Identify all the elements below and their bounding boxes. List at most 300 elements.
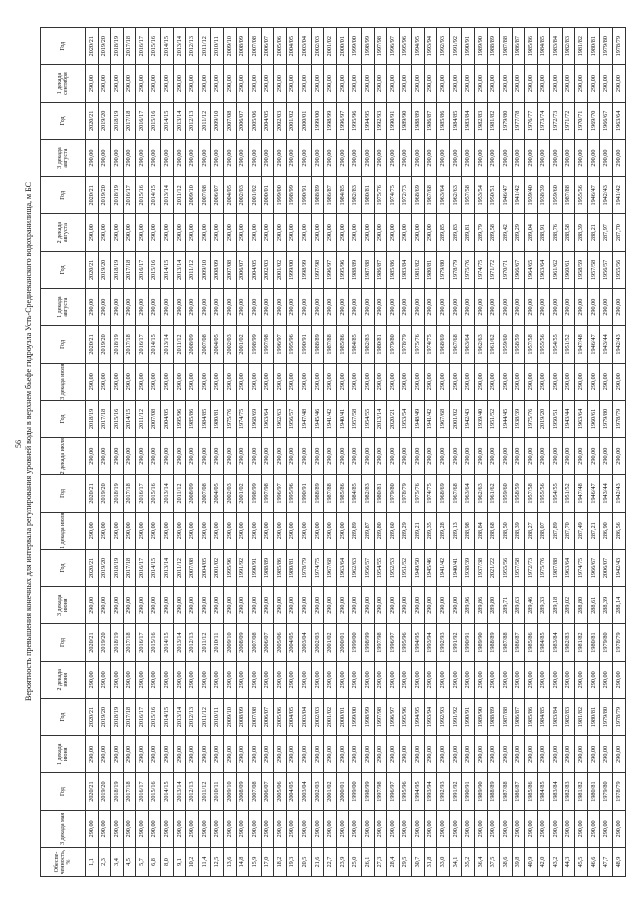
table-cell: 290,00 — [399, 65, 412, 102]
table-cell: 1955/56 — [500, 549, 513, 586]
page-number: 56 — [14, 440, 23, 448]
table-cell: 1963/64 — [537, 251, 550, 288]
table-cell: 1960/61 — [587, 400, 600, 437]
table-cell: 2001/02 — [236, 326, 249, 363]
table-cell: 1999/00 — [286, 251, 299, 288]
table-cell: 2011/12 — [198, 773, 211, 810]
table-cell: 290,00 — [362, 661, 375, 698]
table-cell: 290,00 — [198, 512, 211, 549]
table-cell: 1996/97 — [324, 251, 337, 288]
table-cell: 1962/63 — [449, 177, 462, 214]
table-cell: 1990/91 — [462, 28, 475, 65]
table-row — [311, 28, 324, 877]
table-cell: 290,00 — [111, 587, 124, 624]
table-cell: 1990/91 — [462, 624, 475, 661]
table-row — [587, 28, 600, 877]
table-cell: 290,00 — [412, 661, 425, 698]
table-cell: 290,00 — [474, 65, 487, 102]
table-cell: 290,00 — [537, 438, 550, 475]
table-cell: 1949/50 — [412, 549, 425, 586]
table-cell: 290,00 — [236, 363, 249, 400]
table-cell: 1996/97 — [274, 475, 287, 512]
table-cell: 14,8 — [236, 848, 249, 877]
table-cell: 1984/85 — [449, 102, 462, 139]
table-cell: 2017/18 — [123, 326, 136, 363]
table-cell: 2005/06 — [274, 28, 287, 65]
table-cell: 1978/79 — [399, 475, 412, 512]
column-header: Год — [41, 400, 86, 437]
table-cell: 2,3 — [98, 848, 111, 877]
table-row — [211, 28, 224, 877]
table-cell: 290,00 — [512, 65, 525, 102]
table-cell: 1961/62 — [550, 251, 563, 288]
table-cell: 290,00 — [550, 363, 563, 400]
table-cell: 290,00 — [487, 810, 500, 847]
table-cell: 290,00 — [299, 587, 312, 624]
table-cell: 2000/01 — [336, 624, 349, 661]
table-cell: 2013/14 — [173, 773, 186, 810]
table-cell: 290,00 — [311, 65, 324, 102]
table-cell: 2006/07 — [236, 102, 249, 139]
table-cell: 290,00 — [449, 736, 462, 773]
table-cell: 289,89 — [349, 512, 362, 549]
table-cell: 1986/87 — [424, 102, 437, 139]
table-cell: 1990/91 — [299, 177, 312, 214]
table-cell: 2005/06 — [274, 624, 287, 661]
table-cell: 290,00 — [198, 661, 211, 698]
table-cell: 2015/16 — [111, 400, 124, 437]
table-cell: 290,00 — [211, 289, 224, 326]
table-cell: 290,00 — [236, 214, 249, 251]
table-cell: 290,00 — [612, 289, 625, 326]
table-cell: 290,00 — [474, 139, 487, 176]
table-cell: 290,00 — [311, 363, 324, 400]
table-cell: 1979/80 — [600, 773, 613, 810]
table-cell: 290,00 — [362, 438, 375, 475]
table-cell: 1988/89 — [311, 177, 324, 214]
table-cell: 1998/99 — [362, 624, 375, 661]
table-cell: 290,00 — [336, 810, 349, 847]
table-cell: 2015/16 — [148, 28, 161, 65]
table-cell: 290,00 — [525, 810, 538, 847]
table-cell: 290,00 — [224, 363, 237, 400]
table-cell: 1986/87 — [512, 773, 525, 810]
table-cell: 289,81 — [462, 214, 475, 251]
table-cell: 1947/48 — [575, 326, 588, 363]
table-cell: 290,00 — [412, 438, 425, 475]
column-header: 2 декада июля — [41, 438, 86, 475]
table-cell: 1981/82 — [575, 624, 588, 661]
table-cell: 2014/15 — [161, 28, 174, 65]
table-cell: 290,00 — [111, 512, 124, 549]
table-cell: 290,00 — [600, 65, 613, 102]
table-row — [349, 28, 362, 877]
table-row — [424, 28, 437, 877]
table-cell: 2001/02 — [324, 773, 337, 810]
table-cell: 2009/10 — [224, 698, 237, 735]
table-cell: 1974/75 — [311, 549, 324, 586]
table-cell: 290,00 — [161, 736, 174, 773]
table-row — [111, 28, 124, 877]
table-cell: 290,00 — [173, 214, 186, 251]
table-cell: 1967/68 — [437, 400, 450, 437]
table-cell: 1962/63 — [349, 549, 362, 586]
table-cell: 290,00 — [249, 214, 262, 251]
table-cell: 290,00 — [575, 438, 588, 475]
table-cell: 1957/58 — [587, 251, 600, 288]
table-cell: 1985/86 — [525, 28, 538, 65]
table-cell: 287,70 — [612, 214, 625, 251]
table-cell: 1994/95 — [412, 624, 425, 661]
table-cell: 290,00 — [299, 512, 312, 549]
table-cell: 1979/80 — [600, 624, 613, 661]
table-cell: 290,00 — [261, 587, 274, 624]
table-cell: 26,1 — [362, 848, 375, 877]
table-cell: 1987/88 — [324, 326, 337, 363]
table-cell: 290,00 — [324, 438, 337, 475]
table-cell: 2002/03 — [274, 102, 287, 139]
table-cell: 2016/17 — [136, 326, 149, 363]
table-cell: 1987/88 — [324, 475, 337, 512]
table-cell: 2010/11 — [211, 624, 224, 661]
table-cell: 1982/83 — [474, 102, 487, 139]
table-cell: 290,00 — [349, 214, 362, 251]
table-cell: 1943/44 — [600, 475, 613, 512]
table-cell: 1946/47 — [587, 475, 600, 512]
table-cell: 290,00 — [462, 139, 475, 176]
table-cell: 1962/63 — [474, 326, 487, 363]
table-body — [86, 28, 626, 877]
table-cell: 290,00 — [186, 512, 199, 549]
table-cell: 288,14 — [612, 587, 625, 624]
table-cell: 290,00 — [186, 810, 199, 847]
table-cell: 1977/78 — [512, 102, 525, 139]
table-cell: 2001/02 — [449, 400, 462, 437]
table-cell: 290,00 — [612, 139, 625, 176]
table-cell: 290,00 — [311, 289, 324, 326]
table-cell: 1946/47 — [587, 326, 600, 363]
table-cell: 289,33 — [537, 587, 550, 624]
table-cell: 1995/96 — [399, 624, 412, 661]
table-cell: 290,00 — [148, 289, 161, 326]
table-cell: 2007/08 — [198, 475, 211, 512]
table-cell: 2018/19 — [111, 475, 124, 512]
table-cell: 1998/99 — [286, 177, 299, 214]
table-cell: 290,00 — [173, 139, 186, 176]
table-cell: 290,00 — [224, 438, 237, 475]
table-cell: 290,00 — [324, 810, 337, 847]
table-cell: 1970/71 — [575, 102, 588, 139]
table-cell: 290,00 — [211, 363, 224, 400]
table-cell: 290,00 — [136, 512, 149, 549]
table-cell: 2003/04 — [299, 698, 312, 735]
table-cell: 1994/95 — [412, 28, 425, 65]
table-cell: 2010/11 — [211, 28, 224, 65]
table-cell: 290,00 — [161, 587, 174, 624]
table-cell: 2017/18 — [98, 400, 111, 437]
table-row — [362, 28, 375, 877]
table-cell: 1963/64 — [437, 177, 450, 214]
table-cell: 290,00 — [86, 139, 99, 176]
table-cell: 19,3 — [286, 848, 299, 877]
table-cell: 290,00 — [111, 810, 124, 847]
table-cell: 290,00 — [161, 214, 174, 251]
table-cell: 2013/14 — [173, 624, 186, 661]
table-cell: 290,00 — [161, 65, 174, 102]
table-cell: 1976/77 — [525, 102, 538, 139]
table-cell: 290,00 — [261, 512, 274, 549]
table-cell: 2007/08 — [224, 102, 237, 139]
table-cell: 290,00 — [324, 661, 337, 698]
table-cell: 5,7 — [136, 848, 149, 877]
table-cell: 290,00 — [487, 736, 500, 773]
table-cell: 290,00 — [575, 289, 588, 326]
table-cell: 2014/15 — [148, 326, 161, 363]
table-cell: 2011/12 — [173, 326, 186, 363]
table-cell: 12,5 — [211, 848, 224, 877]
table-cell: 38,6 — [500, 848, 513, 877]
table-cell: 290,00 — [324, 363, 337, 400]
table-cell: 289,02 — [562, 587, 575, 624]
table-cell: 2009/10 — [224, 28, 237, 65]
table-cell: 1948/49 — [412, 400, 425, 437]
table-cell: 1970/71 — [500, 251, 513, 288]
table-cell: 290,00 — [274, 289, 287, 326]
table-cell: 1987/88 — [550, 549, 563, 586]
table-cell: 290,00 — [500, 810, 513, 847]
table-cell: 290,00 — [362, 289, 375, 326]
table-cell: 1963/64 — [462, 326, 475, 363]
table-cell: 1981/82 — [487, 102, 500, 139]
table-cell: 1954/55 — [550, 475, 563, 512]
table-cell: 287,89 — [550, 512, 563, 549]
table-cell: 290,00 — [387, 587, 400, 624]
table-cell: 289,96 — [462, 587, 475, 624]
table-cell: 290,00 — [249, 438, 262, 475]
table-cell: 290,00 — [412, 65, 425, 102]
table-cell: 290,00 — [399, 214, 412, 251]
table-cell: 1994/95 — [412, 698, 425, 735]
table-cell: 290,00 — [437, 587, 450, 624]
table-cell: 290,00 — [362, 65, 375, 102]
table-cell: 1994/95 — [362, 102, 375, 139]
table-cell: 286,90 — [600, 512, 613, 549]
table-cell: 2004/05 — [249, 251, 262, 288]
table-cell: 290,00 — [198, 438, 211, 475]
table-cell: 290,00 — [449, 438, 462, 475]
table-cell: 290,00 — [500, 139, 513, 176]
table-cell: 1975/76 — [412, 326, 425, 363]
table-cell: 2017/18 — [123, 624, 136, 661]
table-cell: 290,00 — [374, 289, 387, 326]
table-cell: 290,00 — [261, 363, 274, 400]
table-cell: 290,00 — [487, 661, 500, 698]
table-cell: 2011/12 — [198, 28, 211, 65]
table-cell: 290,00 — [525, 65, 538, 102]
table-cell: 290,00 — [148, 139, 161, 176]
table-cell: 290,00 — [274, 810, 287, 847]
table-cell: 1987/88 — [500, 624, 513, 661]
table-cell: 35,2 — [462, 848, 475, 877]
table-cell: 2014/15 — [161, 773, 174, 810]
table-cell: 1974/75 — [424, 475, 437, 512]
table-cell: 2017/18 — [123, 251, 136, 288]
table-cell: 2008/09 — [236, 624, 249, 661]
table-cell: 290,00 — [550, 736, 563, 773]
table-cell: 290,00 — [336, 736, 349, 773]
table-cell: 1987/88 — [562, 177, 575, 214]
table-cell: 290,00 — [98, 736, 111, 773]
table-cell: 290,00 — [474, 363, 487, 400]
table-cell: 290,00 — [148, 661, 161, 698]
table-cell: 1985/86 — [525, 624, 538, 661]
table-cell: 290,00 — [249, 363, 262, 400]
column-header: 1 декада августа — [41, 289, 86, 326]
table-cell: 290,00 — [362, 587, 375, 624]
table-cell: 290,00 — [437, 810, 450, 847]
table-cell: 1981/82 — [575, 28, 588, 65]
table-cell: 2013/14 — [173, 251, 186, 288]
table-cell: 290,00 — [387, 289, 400, 326]
table-cell: 290,00 — [349, 363, 362, 400]
table-cell: 290,00 — [274, 363, 287, 400]
column-header: Год — [41, 326, 86, 363]
table-cell: 290,00 — [261, 65, 274, 102]
table-cell: 1999/00 — [274, 177, 287, 214]
table-row — [224, 28, 237, 877]
table-cell: 1983/84 — [550, 624, 563, 661]
table-cell: 290,00 — [336, 661, 349, 698]
table-cell: 289,58 — [487, 214, 500, 251]
table-cell: 1989/90 — [474, 624, 487, 661]
table-cell: 290,00 — [449, 587, 462, 624]
table-cell: 290,00 — [487, 139, 500, 176]
table-cell: 289,60 — [387, 512, 400, 549]
table-cell: 2004/05 — [286, 28, 299, 65]
table-cell: 1993/94 — [424, 698, 437, 735]
table-cell: 289,79 — [474, 214, 487, 251]
table-cell: 2016/17 — [136, 549, 149, 586]
table-cell: 290,00 — [600, 661, 613, 698]
table-cell: 1996/97 — [336, 102, 349, 139]
table-cell: 286,56 — [612, 512, 625, 549]
table-cell: 2018/19 — [111, 773, 124, 810]
table-cell: 290,00 — [587, 736, 600, 773]
table-cell: 290,00 — [562, 438, 575, 475]
table-cell: 1997/98 — [374, 773, 387, 810]
table-cell: 2008/09 — [236, 28, 249, 65]
table-cell: 2004/05 — [286, 773, 299, 810]
table-cell: 290,00 — [362, 810, 375, 847]
column-header: 1 декада июля — [41, 512, 86, 549]
table-cell: 9,1 — [173, 848, 186, 877]
table-cell: 290,00 — [349, 587, 362, 624]
table-cell: 290,00 — [500, 289, 513, 326]
table-cell: 1967/68 — [324, 549, 337, 586]
table-cell: 1997/98 — [374, 698, 387, 735]
table-cell: 290,00 — [537, 289, 550, 326]
table-cell: 1985/86 — [336, 326, 349, 363]
table-cell: 15,9 — [249, 848, 262, 877]
table-cell: 290,00 — [161, 512, 174, 549]
table-cell: 1993/94 — [424, 773, 437, 810]
table-cell: 2006/07 — [261, 773, 274, 810]
table-cell: 290,00 — [525, 438, 538, 475]
table-cell: 1938/39 — [462, 549, 475, 586]
table-row — [437, 28, 450, 877]
table-cell: 290,00 — [612, 65, 625, 102]
table-cell: 290,00 — [286, 139, 299, 176]
table-cell: 290,00 — [474, 289, 487, 326]
table-cell: 290,00 — [286, 289, 299, 326]
table-cell: 1988/89 — [349, 251, 362, 288]
table-cell: 1982/83 — [562, 698, 575, 735]
table-cell: 290,00 — [123, 65, 136, 102]
table-cell: 2015/16 — [148, 698, 161, 735]
table-cell: 1945/46 — [424, 549, 437, 586]
table-cell: 290,00 — [211, 661, 224, 698]
table-cell: 290,00 — [399, 289, 412, 326]
table-cell: 1986/87 — [324, 177, 337, 214]
table-cell: 1950/51 — [550, 400, 563, 437]
table-cell: 2000/01 — [336, 28, 349, 65]
table-cell: 2017/18 — [123, 28, 136, 65]
table-cell: 290,00 — [86, 363, 99, 400]
table-cell: 1958/59 — [512, 475, 525, 512]
table-cell: 290,00 — [111, 363, 124, 400]
table-cell: 290,00 — [500, 661, 513, 698]
table-cell: 290,00 — [86, 438, 99, 475]
table-cell: 290,00 — [86, 661, 99, 698]
table-cell: 290,00 — [173, 289, 186, 326]
table-cell: 290,00 — [286, 65, 299, 102]
table-cell: 1947/48 — [299, 400, 312, 437]
table-row — [525, 28, 538, 877]
table-cell: 290,00 — [136, 363, 149, 400]
table-cell: 2019/20 — [98, 326, 111, 363]
table-cell: 2006/07 — [261, 28, 274, 65]
table-cell: 290,00 — [161, 139, 174, 176]
table-cell: 290,00 — [437, 661, 450, 698]
table-cell: 1968/69 — [437, 326, 450, 363]
table-cell: 290,00 — [562, 139, 575, 176]
table-row — [399, 28, 412, 877]
table-cell: 290,00 — [437, 438, 450, 475]
table-cell: 290,00 — [600, 363, 613, 400]
table-cell: 1988/89 — [487, 773, 500, 810]
table-cell: 290,00 — [236, 736, 249, 773]
table-cell: 290,00 — [198, 736, 211, 773]
table-cell: 290,00 — [98, 139, 111, 176]
table-cell: 4,5 — [123, 848, 136, 877]
table-cell: 2002/03 — [311, 698, 324, 735]
table-cell: 1996/97 — [387, 28, 400, 65]
table-cell: 1980/81 — [587, 624, 600, 661]
table-cell: 1980/81 — [211, 400, 224, 437]
table-cell: 290,00 — [161, 363, 174, 400]
table-cell: 1997/98 — [261, 475, 274, 512]
column-header: Обеспе-ченность, % — [41, 848, 86, 877]
table-cell: 2007/08 — [249, 698, 262, 735]
table-cell: 290,00 — [111, 214, 124, 251]
table-row — [261, 28, 274, 877]
table-cell: 290,00 — [148, 363, 161, 400]
table-cell: 2009/10 — [211, 102, 224, 139]
table-cell: 1984/85 — [198, 400, 211, 437]
table-cell: 1987/88 — [362, 251, 375, 288]
table-cell: 21,6 — [311, 848, 324, 877]
table-cell: 2016/17 — [136, 102, 149, 139]
